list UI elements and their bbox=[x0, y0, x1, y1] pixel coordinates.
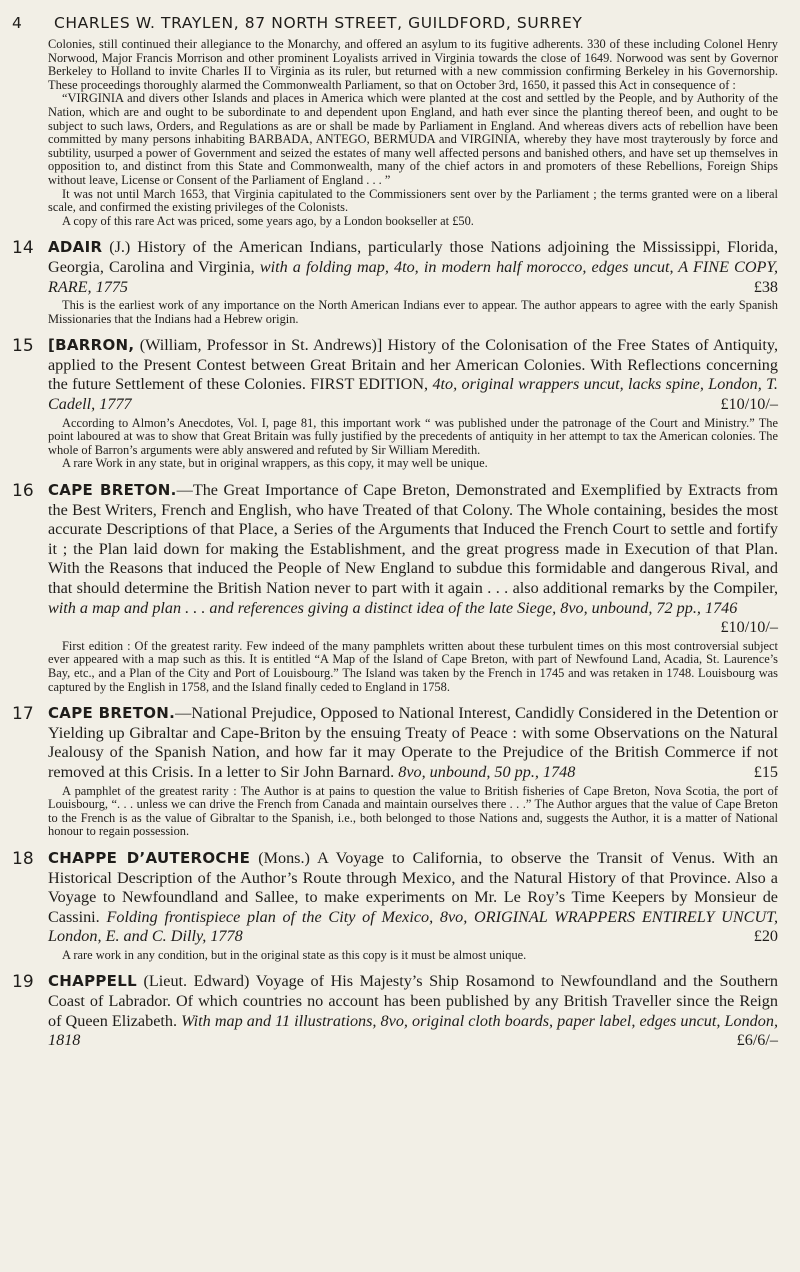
entry-heading: CAPE BRETON. bbox=[48, 704, 176, 723]
entry-description bbox=[48, 849, 778, 947]
entry-price: £6/6/– bbox=[736, 1031, 778, 1050]
entry-price: £20 bbox=[753, 927, 778, 946]
continuation-paragraph: A copy of this rare Act was priced, some years ago, by a London bookseller at £50. bbox=[62, 213, 474, 228]
entry-edition: 8vo, unbound, 50 pp., 1748 bbox=[398, 762, 576, 781]
running-title: CHARLES W. TRAYLEN, 87 NORTH STREET, GUILDFORD, SURREY bbox=[54, 14, 583, 32]
entry-description bbox=[48, 972, 778, 1050]
entry-edition: 4to, original wrappers uncut, lacks spine, London, T. Cadell, 1777 bbox=[48, 375, 778, 414]
entry-title-text: (Lieut. Edward) Voyage of His Majesty’s Ship Rosamond to Newfoundland and the Southern Coast of Labrador. Of which countries no account has been published by any British Traveller since the Reign of Queen Elizabeth. bbox=[48, 972, 778, 1030]
entry-price: £10/10/– bbox=[720, 395, 778, 414]
entry-title-text: —The Great Importance of Cape Breton, Demonstrated and Exemplified by Extracts from the Best Writers, French and English, who have Treated of that Colony. The Whole containing, besides the most accurate Descriptions of that Place, a Series of the Arguments that Induced the French Court to settle and fortify it ; the Plan laid down for making the Establishment, and the great progress made in Execution of that Plan. With the Reasons that induced the People of New England to subdue this formidable and dangerous Rival, and that should determine the British Nation never to part with it again . . . also additional remarks by the Compiler, bbox=[48, 481, 779, 597]
entry-description bbox=[48, 336, 778, 414]
entry-number: 15 bbox=[12, 336, 34, 357]
entry-heading: CHAPPE D’AUTEROCHE bbox=[48, 848, 251, 867]
catalogue-entry bbox=[6, 704, 778, 839]
entry-note: This is the earliest work of any importance on the North American Indians ever to appear. The author appears to agree with the early Spanish Missionaries that the Indians had a Hebrew origin. bbox=[48, 298, 778, 326]
entry-number: 18 bbox=[12, 848, 34, 869]
entry-edition: with a folding map, 4to, in modern half morocco, edges uncut, A FINE COPY, RARE, 1775 bbox=[48, 257, 778, 296]
catalogue-entries bbox=[6, 238, 778, 1053]
entry-edition: Folding frontispiece plan of the City of Mexico, 8vo, ORIGINAL WRAPPERS ENTIRELY UNCUT, London, E. and C. Dilly, 1778 bbox=[48, 907, 778, 946]
entry-note: A pamphlet of the greatest rarity : The Author is at pains to question the value to British fisheries of Cape Breton, Nova Scotia, the port of Louisbourg, “. . . unless we can drive the French from Canada and maintain ourselves there . . .” The Author argues that the value of Cape Breton to the French is as the value of Gibraltar to the Spanish, i.e., both belonged to those Nations and, suggests the Author, it is a matter of National honour to regain possession. bbox=[48, 783, 778, 839]
page-header bbox=[6, 14, 778, 32]
entry-edition: with a map and plan . . . and references giving a distinct idea of the late Siege, 8vo, unbound, 72 pp., 1746 bbox=[48, 598, 738, 617]
entry-body bbox=[48, 481, 778, 694]
catalogue-entry bbox=[6, 238, 778, 326]
entry-title-text: (J.) History of the American Indians, particularly those Nations adjoining the Mississippi, Florida, Georgia, Carolina and Virginia, bbox=[48, 238, 778, 276]
entry-number: 17 bbox=[12, 704, 34, 725]
entry-heading: CAPE BRETON. bbox=[48, 481, 177, 500]
entry-title-text: (William, Professor in St. Andrews)] History of the Colonisation of the Free States of Antiquity, applied to the Present Contest between Great Britain and her American Colonies. With Reflections concerning the future Settlement of these Colonies. FIRST EDITION, bbox=[48, 336, 778, 394]
entry-number: 16 bbox=[12, 481, 34, 502]
entry-number: 19 bbox=[12, 972, 34, 993]
entry-body bbox=[48, 972, 778, 1052]
entry-body bbox=[48, 336, 778, 471]
entry-note: First edition : Of the greatest rarity. Few indeed of the many pamphlets written about these turbulent times on this most controversial subject ever appeared with a map such as this. It is entitled “A Map of the Island of Cape Breton, with part of Newfound Land, Acadia, St. Laurence’s Bay, etc., and a Plan of the City and Port of Louisbourg.” The Island was taken by the French in 1745 and was retaken in 1748. Louisbourg was captured by the English in 1758, and the Island finally ceded to England in 1758. bbox=[48, 638, 778, 694]
entry-note: A rare work in any condition, but in the original state as this copy is it must be almost unique. bbox=[62, 947, 527, 962]
entry-heading: [BARRON, bbox=[48, 336, 135, 355]
entry-heading: ADAIR bbox=[48, 238, 103, 257]
entry-price: £10/10/– bbox=[720, 618, 778, 637]
entry-body bbox=[48, 849, 778, 963]
entry-description bbox=[48, 238, 778, 297]
catalogue-entry bbox=[6, 481, 778, 694]
continued-entry-text bbox=[6, 38, 778, 228]
entry-note: A rare Work in any state, but in original wrappers, as this copy, it may well be unique. bbox=[62, 456, 488, 471]
catalogue-entry bbox=[6, 849, 778, 963]
entry-note: According to Almon’s Anecdotes, Vol. I, page 81, this important work “ was published under the patronage of the Court and Ministry.” The point laboured at was to show that Great Britain was fully justified by the precedents of antiquity in her attempt to tax the American colonies. The whole of Barron’s arguments were ably answered and refuted by Sir William Meredith. bbox=[48, 415, 778, 457]
entry-title-text: —National Prejudice, Opposed to National Interest, Candidly Considered in the Detention or Yielding up Gibraltar and Cape-Briton by the ensuing Treaty of Peace : with some Observations on the Natural Jealousy of the Spanish Nation, and how far it may Operate to the Prejudice of the British Commerce if not removed at this Crisis. In a letter to Sir John Barnard. bbox=[48, 704, 779, 781]
entry-number: 14 bbox=[12, 238, 34, 259]
catalogue-entry bbox=[6, 972, 778, 1052]
continuation-paragraph: It was not until March 1653, that Virginia capitulated to the Commissioners sent over by the Parliament ; the terms granted were on a liberal scale, and confirmed the existing privileges of the Colonists. bbox=[48, 186, 778, 215]
continuation-paragraph: Colonies, still continued their allegiance to the Monarchy, and offered an asylum to its fugitive adherents. 330 of these including Colonel Henry Norwood, Major Francis Morrison and other prominent Loyalists arrived in Virginia towards the close of 1649. Norwood was sent by Governor Berkeley to Holland to invite Charles II to Virginia as its ruler, but returned with a new commission confirming Berkeley in his Governorship. These proceedings thoroughly alarmed the Commonwealth Parliament, so that on October 3rd, 1650, it passed this Act in consequence of : bbox=[48, 37, 778, 92]
entry-body bbox=[48, 704, 778, 839]
entry-description bbox=[48, 704, 778, 782]
entry-heading: CHAPPELL bbox=[48, 972, 137, 991]
page-number: 4 bbox=[12, 14, 23, 32]
quoted-act: “VIRGINIA and divers other Islands and places in America which were planted at the cost and settled by the People, and by Authority of the Nation, which are and ought to be subordinate to and dependent upon England, and hath ever since the planting thereof been, and ought to be subject to such laws, Orders, and Regulations as are or shall be made by Parliament in England. And whereas divers acts of rebellion have been committed by many persons inhabiting BARBADA, ANTEGO, BERMUDA and VIRGINIA, whereby they have most trayterously by force and subtility, usurped a power of Government and seized the estates of many well affected persons and banished others, and have set up themselves in opposition to, and distinct from this State and Commonwealth, many of the chief actors in and promoters of these Rebellions, Foreign Ships without leave, License or Consent of the Parliament of England . . . ” bbox=[48, 91, 778, 187]
entry-price: £15 bbox=[753, 762, 778, 781]
entry-body bbox=[48, 238, 778, 326]
entry-price: £38 bbox=[753, 277, 778, 296]
entry-description bbox=[48, 481, 778, 638]
entry-edition: With map and 11 illustrations, 8vo, original cloth boards, paper label, edges uncut, London, 1818 bbox=[48, 1011, 778, 1050]
catalogue-entry bbox=[6, 336, 778, 471]
entry-title-text: (Mons.) A Voyage to California, to observe the Transit of Venus. With an Historical Description of the Author’s Route through Mexico, and the Natural History of that Province. Also a Voyage to Newfoundland and Sallee, to make experiments on Mr. Le Roy’s Time Keepers by Monsieur de Cassini. bbox=[48, 848, 779, 926]
